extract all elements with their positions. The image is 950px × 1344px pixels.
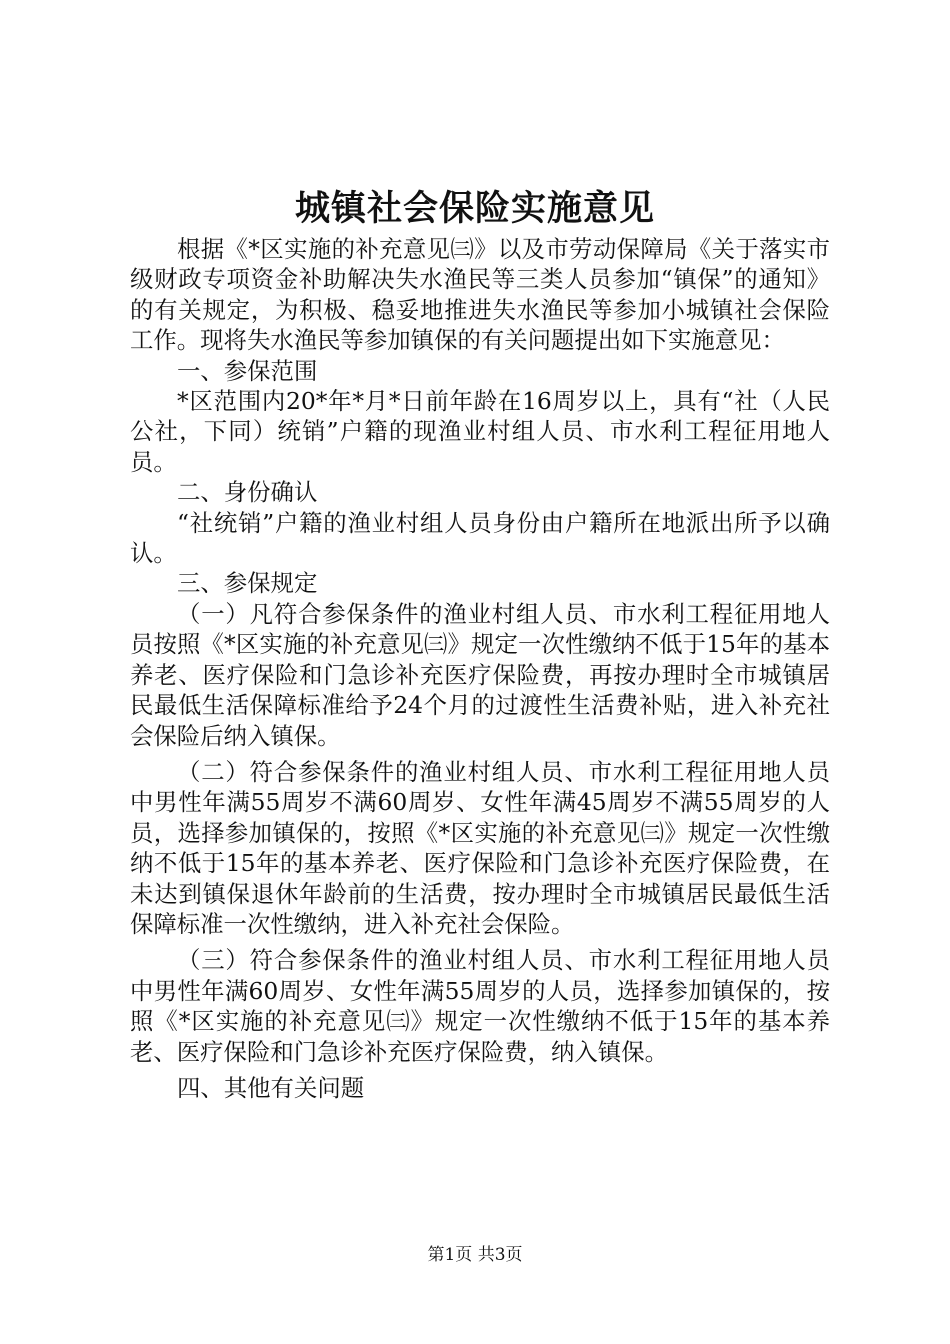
rule-paragraph-2: （二）符合参保条件的渔业村组人员、市水利工程征用地人员中男性年满55周岁不满60周岁、女性年满45周岁不满55周岁的人员，选择参加镇保的，按照《*区实施的补充意见㈢》规定一次性缴纳不低于15年的基本养老、医疗保险和门急诊补充医疗保险费，在未达到镇保退休年龄前的生活费，按办理时全市城镇居民最低生活保障标准一次性缴纳，进入补充社会保险。	[130, 757, 830, 938]
intro-paragraph: 根据《*区实施的补充意见㈢》以及市劳动保障局《关于落实市级财政专项资金补助解决失水渔民等三类人员参加“镇保”的通知》的有关规定，为积极、稳妥地推进失水渔民等参加小城镇社会保险工作。现将失水渔民等参加镇保的有关问题提出如下实施意见：	[130, 235, 830, 355]
section-heading-other: 四、其他有关问题	[177, 1073, 365, 1102]
page-number-footer: 第1页 共3页	[427, 1245, 523, 1265]
rule-paragraph-3: （三）符合参保条件的渔业村组人员、市水利工程征用地人员中男性年满60周岁、女性年满55周岁的人员，选择参加镇保的，按照《*区实施的补充意见㈢》规定一次性缴纳不低于15年的基本养老、医疗保险和门急诊补充医疗保险费，纳入镇保。	[130, 946, 830, 1066]
section-heading-rules: 三、参保规定	[177, 569, 318, 598]
identity-paragraph: “社统销”户籍的渔业村组人员身份由户籍所在地派出所予以确认。	[130, 508, 830, 568]
rule-paragraph-1: （一）凡符合参保条件的渔业村组人员、市水利工程征用地人员按照《*区实施的补充意见㈢》规定一次性缴纳不低于15年的基本养老、医疗保险和门急诊补充医疗保险费，再按办理时全市城镇居民最低生活保障标准给予24个月的过渡性生活费补贴，进入补充社会保险后纳入镇保。	[130, 599, 830, 750]
scope-paragraph: *区范围内20*年*月*日前年龄在16周岁以上，具有“社（人民公社，下同）统销”户籍的现渔业村组人员、市水利工程征用地人员。	[130, 387, 830, 476]
document-title: 城镇社会保险实施意见	[294, 188, 655, 229]
section-heading-identity: 二、身份确认	[177, 478, 318, 507]
document-body	[130, 234, 830, 1103]
section-heading-scope: 一、参保范围	[177, 356, 318, 385]
